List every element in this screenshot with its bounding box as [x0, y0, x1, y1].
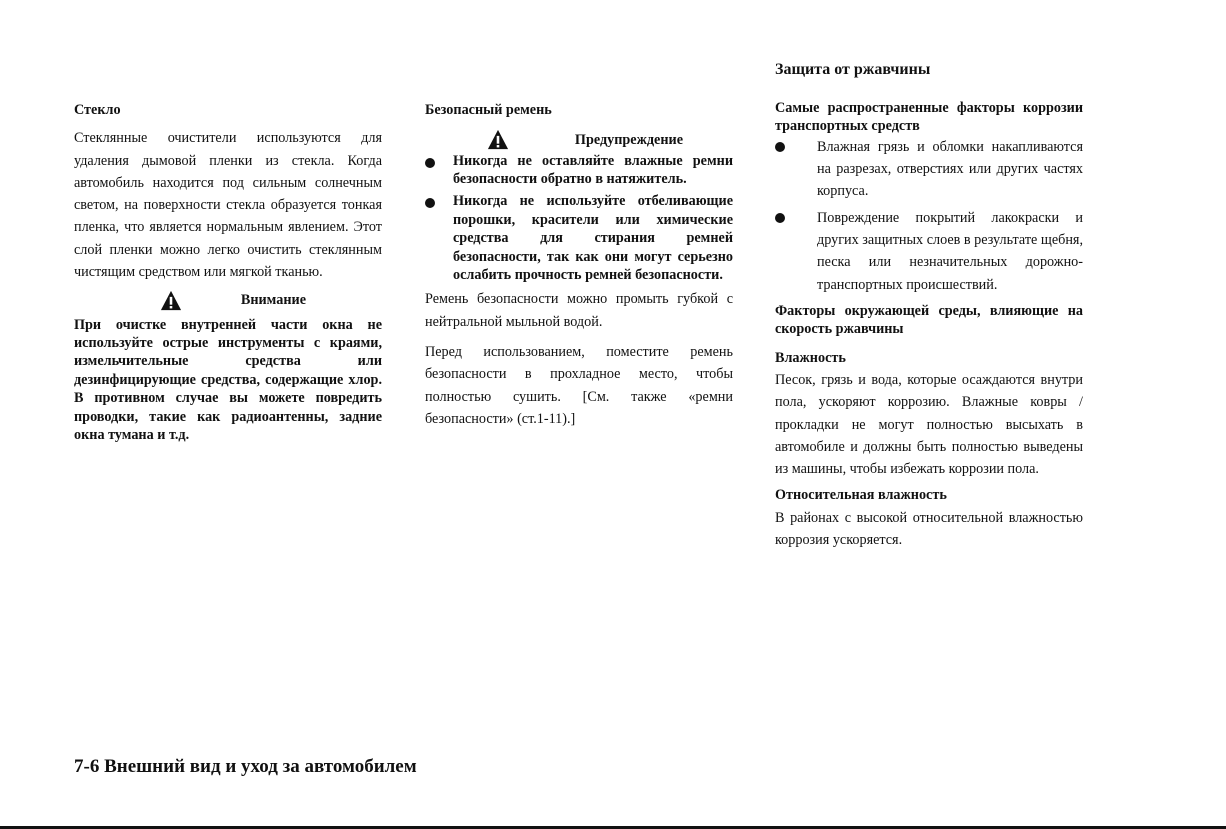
heading-environment: Факторы окружающей среды, влияющие на скорость ржавчины — [775, 302, 1083, 338]
column-rust — [775, 99, 1083, 551]
list-item: Влажная грязь и обломки накапливаются на разрезах, отверстиях или других частях корпуса. — [775, 136, 1083, 203]
page-footer: 7-6 Внешний вид и уход за автомобилем — [74, 756, 417, 777]
corrosion-list — [775, 136, 1083, 296]
warning-triangle-icon — [160, 290, 182, 312]
caution-text: При очистке внутренней части окна не используйте острые инструменты с краями, измельчительные средства или дезинфицирующие средства, содержащие хлор. В противном случае вы можете повредить проводки, такие как радиоантенны, задние окна тумана и т.д. — [74, 316, 382, 444]
bullet-dot-icon — [775, 142, 785, 152]
bullet-dot-icon — [425, 158, 435, 168]
heading-seatbelt: Безопасный ремень — [425, 102, 552, 118]
section-title: Защита от ржавчины — [775, 61, 931, 78]
list-item: Повреждение покрытий лакокраски и других защитных слоев в результате щебня, песка или незначительных дорожно-транспортных происшествий. — [775, 207, 1083, 296]
warning-label: Предупреждение — [574, 132, 683, 149]
subheading-relative-humidity: Относительная влажность — [775, 487, 947, 504]
paragraph-humidity: Песок, грязь и вода, которые осаждаются внутри пола, ускоряют коррозию. Влажные ковры / прокладки не могут полностью высыхать в автомобиле и должны быть полностью выведены из машины, чтобы избежать коррозии пола. — [775, 372, 1083, 478]
paragraph-seatbelt-dry: Перед использованием, поместите ремень безопасности в прохладное место, чтобы полностью сушить. [См. также «ремни безопасности» (ст.1-11).] — [425, 344, 733, 427]
warning-header — [425, 129, 733, 151]
caution-header — [74, 289, 382, 311]
paragraph-glass: Стеклянные очистители используются для удаления дымовой пленки из стекла. Когда автомобиль находится под сильным солнечным светом, на поверхности стекла образуется тонкая пленка, что является нормальным явлением. Этот слой пленки можно легко очистить стеклянным чистящим средством или мягкой тканью. — [74, 130, 382, 281]
column-seatbelt — [425, 99, 733, 430]
column-glass — [74, 99, 382, 445]
heading-corrosion-factors: Самые распространенные факторы коррозии транспортных средств — [775, 100, 1083, 135]
warning-list — [425, 152, 733, 285]
paragraph-relative-humidity: В районах с высокой относительной влажностью коррозия ускоряется. — [775, 509, 1083, 549]
bullet-dot-icon — [425, 198, 435, 208]
paragraph-seatbelt-wash: Ремень безопасности можно промыть губкой с нейтральной мыльной водой. — [425, 291, 733, 330]
bullet-dot-icon — [775, 213, 785, 223]
subheading-humidity: Влажность — [775, 349, 846, 366]
warning-triangle-icon — [487, 129, 509, 151]
caution-label: Внимание — [240, 292, 306, 309]
heading-glass: Стекло — [74, 102, 121, 118]
list-item: Никогда не используйте отбеливающие порошки, красители или химические средства для стирания ремней безопасности, так как они могут серьезно ослабить прочность ремней безопасности. — [425, 192, 733, 284]
list-item: Никогда не оставляйте влажные ремни безопасности обратно в натяжитель. — [425, 152, 733, 189]
